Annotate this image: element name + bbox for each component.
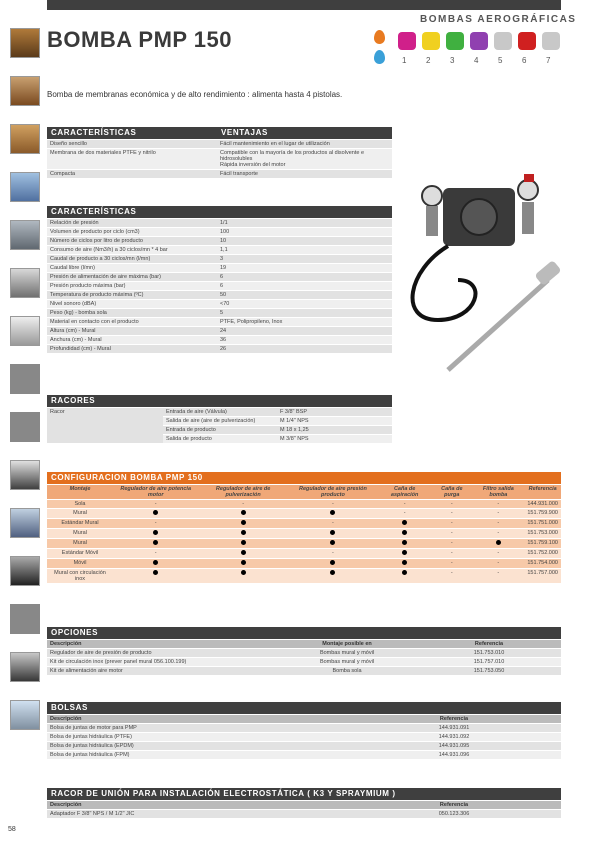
page-number: 58 xyxy=(8,826,16,833)
config-header: CONFIGURACION BOMBA PMP 150 xyxy=(47,472,561,484)
included-dot-icon xyxy=(402,530,407,535)
table-row xyxy=(47,529,561,539)
silver-can-icon xyxy=(494,32,512,50)
table-row xyxy=(47,539,561,549)
table-cell: Bombas mural y móvil xyxy=(277,649,417,658)
table-cell: 151.757.000 xyxy=(524,569,561,584)
table-cell: 151.759.900 xyxy=(524,509,561,519)
table-cell: Fácil mantenimiento en el lugar de utilización xyxy=(217,140,392,149)
config-table xyxy=(47,485,561,584)
thumbnail-image xyxy=(10,316,40,346)
table-row xyxy=(47,733,561,742)
table-row xyxy=(47,255,392,264)
hose xyxy=(413,246,476,320)
table-cell: 151.751.000 xyxy=(524,519,561,529)
table-cell xyxy=(198,539,287,549)
table-row xyxy=(47,246,392,255)
table-cell: Peso (kg) - bomba sola xyxy=(47,309,217,318)
table-cell: - xyxy=(431,529,472,539)
table-cell: 144.931.000 xyxy=(524,500,561,509)
table-cell xyxy=(288,509,378,519)
table-cell: M 1/4" NPS xyxy=(277,417,392,426)
table-cell: Kit de alimentación aire motor xyxy=(47,667,277,676)
table-row xyxy=(47,282,392,291)
table-cell: - xyxy=(431,559,472,569)
column-header: Referencia xyxy=(524,485,561,500)
orange-drop-icon xyxy=(374,30,385,44)
table-cell xyxy=(288,569,378,584)
table-cell xyxy=(113,569,198,584)
table-cell xyxy=(288,529,378,539)
opciones-table xyxy=(47,640,561,676)
table-cell: 19 xyxy=(217,264,392,273)
table-header-row xyxy=(47,640,561,649)
column-header: Descripción xyxy=(47,715,347,724)
regulator-knob xyxy=(524,174,534,182)
can-icons xyxy=(398,32,560,50)
table-cell: Volumen de producto por ciclo (cm3) xyxy=(47,228,217,237)
table-cell: Estándar Móvil xyxy=(47,549,113,559)
table-cell: 6 xyxy=(217,282,392,291)
included-dot-icon xyxy=(241,540,246,545)
table-row xyxy=(47,219,392,228)
table-cell: Relación de presión xyxy=(47,219,217,228)
table-cell xyxy=(378,529,431,539)
table-row xyxy=(47,559,561,569)
thumbnail-image xyxy=(10,556,40,586)
thumbnail-image xyxy=(10,172,40,202)
table-cell: - xyxy=(472,500,524,509)
gray-tab xyxy=(10,412,40,442)
table-cell: 6 xyxy=(217,273,392,282)
table-cell: 144.931.091 xyxy=(347,724,561,733)
table-cell: - xyxy=(198,500,287,509)
column-header: Referencia xyxy=(417,640,561,649)
thumbnail-image xyxy=(10,28,40,58)
table-cell: Regulador de aire de presión de producto xyxy=(47,649,277,658)
table-cell: - xyxy=(472,549,524,559)
table-cell xyxy=(198,569,287,584)
included-dot-icon xyxy=(241,550,246,555)
column-header: Referencia xyxy=(347,715,561,724)
racores-header: RACORES xyxy=(47,395,392,407)
included-dot-icon xyxy=(241,560,246,565)
thumbnail-image xyxy=(10,652,40,682)
table-cell: Nivel sonoro (dBA) xyxy=(47,300,217,309)
bolsas-table xyxy=(47,715,561,760)
table-cell: Mural con circulación inox xyxy=(47,569,113,584)
table-row xyxy=(47,140,392,149)
table-cell: Mural xyxy=(47,539,113,549)
table-cell: 151.754.000 xyxy=(524,559,561,569)
racores-table xyxy=(47,408,392,444)
table-row xyxy=(47,500,561,509)
yellow-can-icon xyxy=(422,32,440,50)
table-cell: 1,1 xyxy=(217,246,392,255)
column-header: Descripción xyxy=(47,640,277,649)
table-row xyxy=(47,291,392,300)
pump-number: 1 xyxy=(402,56,407,65)
table-cell: Fácil transporte xyxy=(217,170,392,179)
included-dot-icon xyxy=(496,540,501,545)
features-header xyxy=(47,127,392,139)
table-cell: Compatible con la mayoría de los productos al disolvente e hidrosolubles Rápida inversión del motor xyxy=(217,149,392,170)
table-cell: M 3/8" NPS xyxy=(277,435,392,444)
table-cell: Bomba sola xyxy=(277,667,417,676)
suction-tube xyxy=(448,280,548,370)
table-row xyxy=(47,237,392,246)
table-cell: - xyxy=(288,549,378,559)
table-cell xyxy=(198,529,287,539)
table-cell: 100 xyxy=(217,228,392,237)
included-dot-icon xyxy=(330,540,335,545)
specs-table xyxy=(47,219,392,354)
table-cell: - xyxy=(113,549,198,559)
column-header: Montaje xyxy=(47,485,113,500)
racor-union-header: RACOR DE UNIÓN PARA INSTALACIÓN ELECTROSTÁTICA ( K3 Y SPRAYMIUM ) xyxy=(47,788,561,800)
table-cell: - xyxy=(288,519,378,529)
features-table xyxy=(47,140,392,179)
included-dot-icon xyxy=(153,530,158,535)
column-header: Filtro salida bomba xyxy=(472,485,524,500)
table-row xyxy=(47,649,561,658)
table-cell: 26 xyxy=(217,345,392,354)
table-cell: - xyxy=(431,509,472,519)
column-header: Regulador de aire presión producto xyxy=(288,485,378,500)
included-dot-icon xyxy=(241,530,246,535)
table-header-row xyxy=(47,485,561,500)
table-cell xyxy=(113,509,198,519)
table-cell: Kit de circulación inox (prever panel mural 056.100.199) xyxy=(47,658,277,667)
table-cell: Bolsa de juntas hidráulica (EPDM) xyxy=(47,742,347,751)
table-cell: Bolsa de juntas hidráulica (PTFE) xyxy=(47,733,347,742)
thumbnail-image xyxy=(10,220,40,250)
regulator xyxy=(426,206,438,236)
intro-text: Bomba de membranas económica y de alto rendimiento : alimenta hasta 4 pistolas. xyxy=(47,90,343,99)
table-cell: 151.752.000 xyxy=(524,549,561,559)
thumbnail-image xyxy=(10,508,40,538)
included-dot-icon xyxy=(402,570,407,575)
table-row xyxy=(47,408,392,417)
table-cell: - xyxy=(288,500,378,509)
table-row xyxy=(47,742,561,751)
included-dot-icon xyxy=(153,510,158,515)
table-cell: Mural xyxy=(47,509,113,519)
table-cell: 144.931.095 xyxy=(347,742,561,751)
table-cell: Consumo de aire (Nm3/h) a 30 ciclos/mn * 4 bar xyxy=(47,246,217,255)
table-cell: Sola xyxy=(47,500,113,509)
table-cell: Móvil xyxy=(47,559,113,569)
included-dot-icon xyxy=(330,570,335,575)
table-cell: Anchura (cm) - Mural xyxy=(47,336,217,345)
thumbnail-image xyxy=(10,268,40,298)
table-row xyxy=(47,658,561,667)
included-dot-icon xyxy=(330,510,335,515)
bolsas-header: BOLSAS xyxy=(47,702,561,714)
included-dot-icon xyxy=(153,570,158,575)
table-cell: 24 xyxy=(217,327,392,336)
table-cell: 3 xyxy=(217,255,392,264)
table-cell xyxy=(378,519,431,529)
gray-tab xyxy=(10,604,40,634)
table-row xyxy=(47,336,392,345)
gauge-icon xyxy=(518,180,538,200)
pump-number: 7 xyxy=(546,56,551,65)
included-dot-icon xyxy=(241,570,246,575)
table-cell: Profundidad (cm) - Mural xyxy=(47,345,217,354)
included-dot-icon xyxy=(330,560,335,565)
pump-number: 3 xyxy=(450,56,455,65)
table-row xyxy=(47,273,392,282)
table-cell: - xyxy=(113,519,198,529)
included-dot-icon xyxy=(402,550,407,555)
table-cell xyxy=(113,529,198,539)
column-header: Montaje posible en xyxy=(277,640,417,649)
table-cell: <70 xyxy=(217,300,392,309)
included-dot-icon xyxy=(153,560,158,565)
table-row xyxy=(47,170,392,179)
table-row xyxy=(47,318,392,327)
table-cell: - xyxy=(378,500,431,509)
table-row xyxy=(47,509,561,519)
green-can-icon xyxy=(446,32,464,50)
table-row xyxy=(47,264,392,273)
column-header: Caña de aspiración xyxy=(378,485,431,500)
silver-can-icon xyxy=(542,32,560,50)
table-cell: 151.753.010 xyxy=(417,649,561,658)
pump-number: 5 xyxy=(498,56,503,65)
table-cell xyxy=(198,509,287,519)
table-cell: Compacta xyxy=(47,170,217,179)
included-dot-icon xyxy=(241,510,246,515)
table-cell xyxy=(113,559,198,569)
table-row xyxy=(47,300,392,309)
racores-label: Racor xyxy=(47,408,163,444)
table-cell: - xyxy=(472,529,524,539)
table-row xyxy=(47,810,561,819)
table-cell xyxy=(288,539,378,549)
pump-number: 2 xyxy=(426,56,431,65)
table-cell xyxy=(198,549,287,559)
table-row xyxy=(47,549,561,559)
table-cell: - xyxy=(472,569,524,584)
table-cell: Material en contacto con el producto xyxy=(47,318,217,327)
table-cell: 5 xyxy=(217,309,392,318)
table-cell: Adaptador F 3/8" NPS / M 1/2" JIC xyxy=(47,810,347,819)
table-cell: Caudal de producto a 30 ciclos/mn (l/mn) xyxy=(47,255,217,264)
table-cell xyxy=(113,539,198,549)
table-cell: 36 xyxy=(217,336,392,345)
gauge-icon xyxy=(422,186,442,206)
blue-drop-icon xyxy=(374,50,385,64)
included-dot-icon xyxy=(153,540,158,545)
included-dot-icon xyxy=(402,540,407,545)
table-cell xyxy=(378,569,431,584)
table-cell: 151.753.000 xyxy=(524,529,561,539)
pump-product-image xyxy=(398,170,566,380)
table-cell: 50 xyxy=(217,291,392,300)
table-cell: Membrana de dos materiales PTFE y nitrilo xyxy=(47,149,217,170)
table-cell: - xyxy=(472,509,524,519)
table-row xyxy=(47,751,561,760)
table-cell xyxy=(378,549,431,559)
table-cell xyxy=(198,519,287,529)
table-cell xyxy=(378,539,431,549)
table-cell: Bolsa de juntas hidráulica (FPM) xyxy=(47,751,347,760)
table-header-row xyxy=(47,801,561,810)
included-dot-icon xyxy=(330,530,335,535)
table-row xyxy=(47,569,561,584)
thumbnail-image xyxy=(10,124,40,154)
table-cell: - xyxy=(378,509,431,519)
side-thumbnail-strip xyxy=(10,28,40,748)
table-cell: - xyxy=(431,549,472,559)
table-cell: F 3/8" BSP xyxy=(277,408,392,417)
table-cell: 144.931.096 xyxy=(347,751,561,760)
column-header: Caña de purga xyxy=(431,485,472,500)
table-cell xyxy=(288,559,378,569)
table-row xyxy=(47,149,392,170)
thumbnail-image xyxy=(10,76,40,106)
table-cell: Entrada de aire (Válvula) xyxy=(163,408,277,417)
table-cell: Temperatura de producto máxima (ºC) xyxy=(47,291,217,300)
magenta-can-icon xyxy=(398,32,416,50)
column-header: Referencia xyxy=(347,801,561,810)
table-cell: Salida de aire (aire de pulverización) xyxy=(163,417,277,426)
table-cell: - xyxy=(431,519,472,529)
table-header-row xyxy=(47,715,561,724)
features-header-right: VENTAJAS xyxy=(221,128,268,137)
table-cell: - xyxy=(472,519,524,529)
table-cell: 1/1 xyxy=(217,219,392,228)
table-cell: Caudal libre (l/mn) xyxy=(47,264,217,273)
table-cell: 144.931.092 xyxy=(347,733,561,742)
table-cell: Bombas mural y móvil xyxy=(277,658,417,667)
table-cell xyxy=(198,559,287,569)
table-cell: Bolsa de juntas de motor para PMP xyxy=(47,724,347,733)
table-cell: Mural xyxy=(47,529,113,539)
included-dot-icon xyxy=(402,560,407,565)
table-cell: Número de ciclos por litro de producto xyxy=(47,237,217,246)
features-header-left: CARACTERÍSTICAS xyxy=(51,128,137,137)
table-row xyxy=(47,724,561,733)
pump-number: 6 xyxy=(522,56,527,65)
table-cell: - xyxy=(431,569,472,584)
column-header: Descripción xyxy=(47,801,347,810)
table-cell: - xyxy=(431,500,472,509)
table-cell xyxy=(378,559,431,569)
opciones-header: OPCIONES xyxy=(47,627,561,639)
table-cell: Presión de alimentación de aire máxima (bar) xyxy=(47,273,217,282)
gray-tab xyxy=(10,364,40,394)
table-cell: 151.759.100 xyxy=(524,539,561,549)
thumbnail-image xyxy=(10,700,40,730)
table-cell: 151.757.010 xyxy=(417,658,561,667)
table-cell: Entrada de producto xyxy=(163,426,277,435)
table-row xyxy=(47,345,392,354)
included-dot-icon xyxy=(402,520,407,525)
table-cell: PTFE, Polipropileno, Inox xyxy=(217,318,392,327)
purple-can-icon xyxy=(470,32,488,50)
table-cell: Salida de producto xyxy=(163,435,277,444)
table-cell: Estándar Mural xyxy=(47,519,113,529)
membrane-housing xyxy=(461,199,497,235)
page-title: BOMBA PMP 150 xyxy=(47,27,232,52)
table-cell: Presión producto máxima (bar) xyxy=(47,282,217,291)
table-cell: - xyxy=(431,539,472,549)
table-cell: - xyxy=(113,500,198,509)
table-cell: 050.123.306 xyxy=(347,810,561,819)
red-can-icon xyxy=(518,32,536,50)
table-cell: Diseño sencillo xyxy=(47,140,217,149)
table-row xyxy=(47,519,561,529)
table-row xyxy=(47,327,392,336)
top-bar xyxy=(47,0,561,10)
pumps-label: BOMBAS AEROGRÁFICAS xyxy=(420,14,577,25)
thumbnail-image xyxy=(10,460,40,490)
table-cell: 151.753.050 xyxy=(417,667,561,676)
table-cell: 10 xyxy=(217,237,392,246)
table-row xyxy=(47,309,392,318)
table-row xyxy=(47,667,561,676)
table-cell: - xyxy=(472,559,524,569)
regulator xyxy=(522,202,534,234)
table-cell xyxy=(472,539,524,549)
table-cell: M 18 x 1,25 xyxy=(277,426,392,435)
included-dot-icon xyxy=(241,520,246,525)
table-cell: Altura (cm) - Mural xyxy=(47,327,217,336)
racor-union-table xyxy=(47,801,561,819)
column-header: Regulador de aire de pulverización xyxy=(198,485,287,500)
pump-number: 4 xyxy=(474,56,479,65)
specs-header: CARACTERÍSTICAS xyxy=(47,206,392,218)
column-header: Regulador de aire potencia motor xyxy=(113,485,198,500)
table-row xyxy=(47,228,392,237)
